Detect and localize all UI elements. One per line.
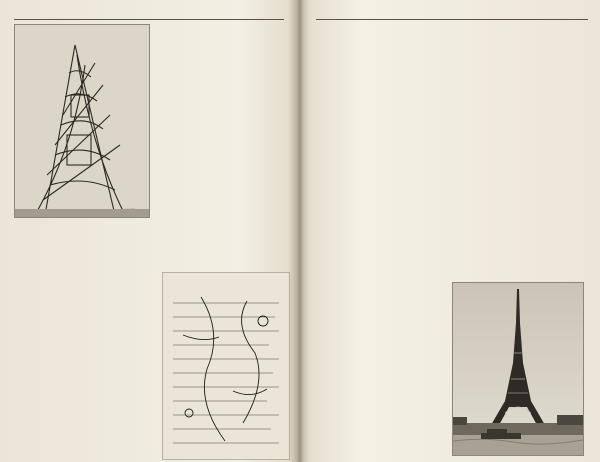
left-page-header: [14, 4, 22, 15]
right-column-2-lower-text: [450, 208, 588, 262]
tatlin-tower-photo: [14, 24, 150, 218]
eiffel-tower-photo: [452, 282, 584, 456]
proofreading-figure: [162, 272, 290, 460]
left-column-2-text: [158, 24, 286, 272]
right-header-rule: [316, 19, 588, 20]
left-page: [0, 0, 296, 462]
right-page: [302, 0, 600, 462]
left-header-rule: [14, 19, 284, 20]
tatlin-photo-caption: [14, 220, 150, 246]
right-column-1-text: [310, 24, 442, 458]
right-page-header: [546, 4, 586, 15]
left-column-1-text: [14, 248, 150, 458]
eiffel-photo-caption: [452, 268, 588, 280]
